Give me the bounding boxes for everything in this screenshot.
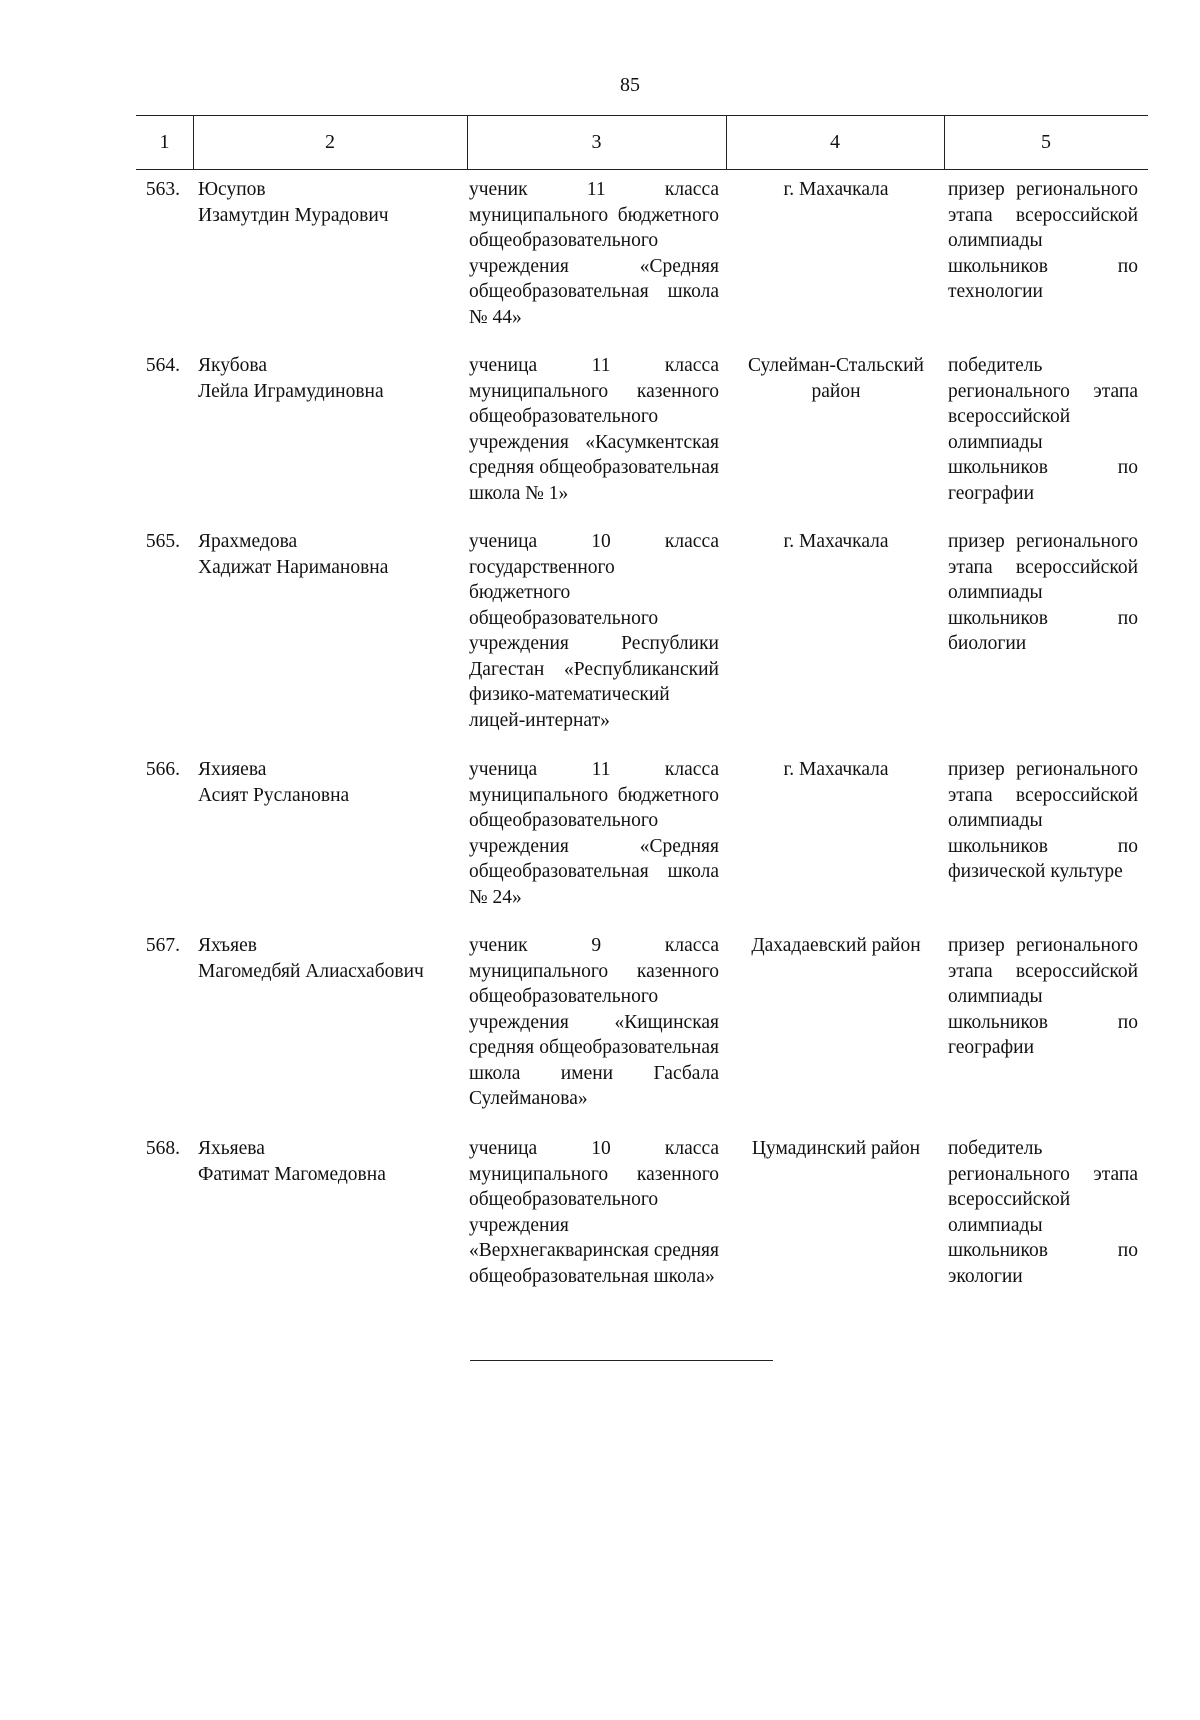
surname: Яхияева <box>198 759 267 780</box>
page-number: 85 <box>620 74 640 96</box>
region: Сулейман-Стальский район <box>748 355 924 402</box>
column-header-3: 3 <box>591 131 602 153</box>
region: г. Махачкала <box>783 179 889 200</box>
region: г. Махачкала <box>783 531 889 552</box>
person-name <box>198 1136 468 1187</box>
column-header-1: 1 <box>159 131 170 153</box>
given-names: Фатимат Магомедовна <box>198 1163 386 1185</box>
row-number: 568. <box>145 1138 180 1159</box>
surname: Юсупов <box>198 179 266 200</box>
institution: ученица 10 класса государственного бюджетного общеобразовательного учреждения Республики Дагестан «Республиканский физико-математический лицей-интернат» <box>469 531 719 731</box>
given-names: Изамутдин Мурадович <box>198 204 389 226</box>
surname: Якубова <box>198 355 267 376</box>
institution: ученик 11 класса муниципального бюджетного общеобразовательного учреждения «Средняя общеобразовательная школа № 44» <box>469 179 719 328</box>
person-name <box>198 177 468 228</box>
award: призер регионального этапа всероссийской олимпиады школьников по физической культуре <box>948 759 1138 882</box>
person-name <box>198 757 468 808</box>
institution: ученица 10 класса муниципального казенного общеобразовательного учреждения «Верхнегакваринская средняя общеобразовательная школа» <box>469 1138 719 1287</box>
award: победитель регионального этапа всероссийской олимпиады школьников по экологии <box>948 1138 1138 1287</box>
person-name <box>198 933 468 984</box>
column-header-2: 2 <box>325 131 335 153</box>
row-number: 563. <box>145 179 180 200</box>
award: призер регионального этапа всероссийской олимпиады школьников по географии <box>948 935 1138 1058</box>
institution: ученица 11 класса муниципального казенного общеобразовательного учреждения «Касумкентская средняя общеобразовательная школа № 1» <box>469 355 719 504</box>
end-of-list-rule <box>470 1360 773 1361</box>
institution: ученик 9 класса муниципального казенного общеобразовательного учреждения «Кищинская средняя общеобразовательная школа имени Гасбала Сулейманова» <box>469 935 719 1109</box>
award: победитель регионального этапа всероссийской олимпиады школьников по географии <box>948 355 1138 504</box>
region: г. Махачкала <box>783 759 889 780</box>
table-header <box>136 115 1148 170</box>
row-number: 564. <box>145 355 180 376</box>
given-names: Магомедбяй Алиасхабович <box>198 960 424 982</box>
person-name <box>198 353 468 404</box>
award: призер регионального этапа всероссийской олимпиады школьников по биологии <box>948 531 1138 654</box>
given-names: Асият Руслановна <box>198 784 350 806</box>
region: Дахадаевский район <box>751 935 921 956</box>
surname: Яхъяев <box>198 935 257 956</box>
row-number: 565. <box>145 531 180 552</box>
given-names: Хадижат Наримановна <box>198 556 389 578</box>
column-header-4: 4 <box>830 131 840 153</box>
row-number: 566. <box>145 759 180 780</box>
region: Цумадинский район <box>751 1138 921 1159</box>
column-header-5: 5 <box>1041 131 1051 153</box>
institution: ученица 11 класса муниципального бюджетного общеобразовательного учреждения «Средняя общеобразовательная школа № 24» <box>469 759 719 908</box>
person-name <box>198 529 468 580</box>
surname: Ярахмедова <box>198 531 298 552</box>
given-names: Лейла Играмудиновна <box>198 380 384 402</box>
row-number: 567. <box>145 935 180 956</box>
award: призер регионального этапа всероссийской олимпиады школьников по технологии <box>948 179 1138 302</box>
surname: Яхьяева <box>198 1138 265 1159</box>
